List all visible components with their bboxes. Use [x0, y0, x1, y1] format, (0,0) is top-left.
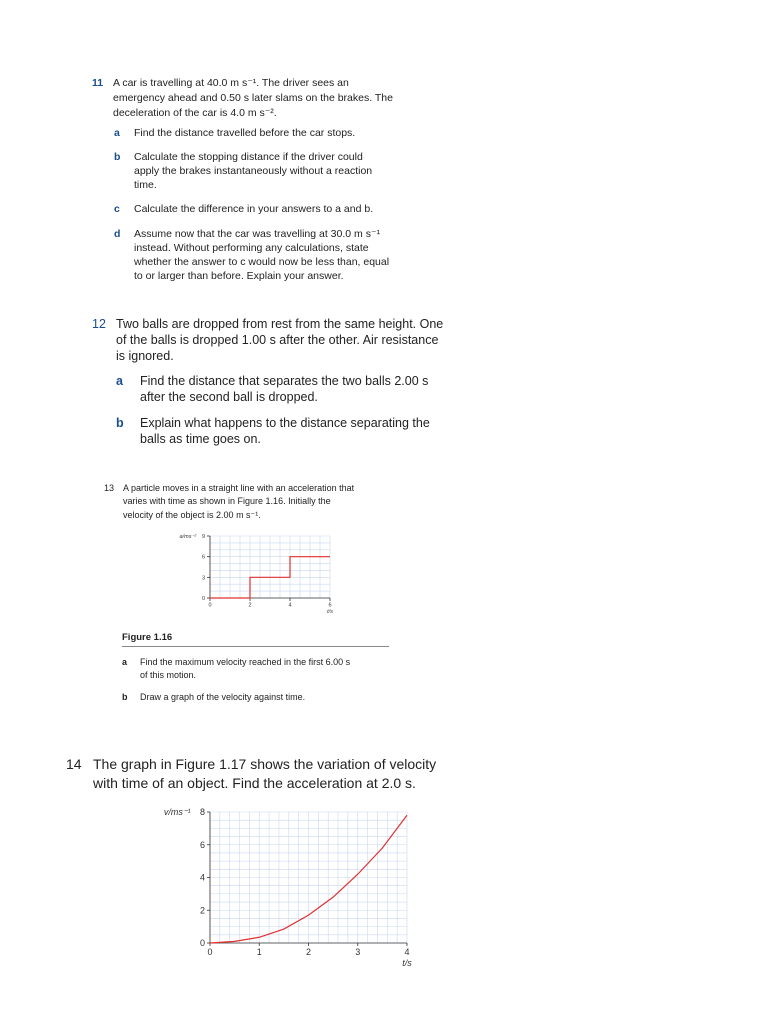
question-text-line: The graph in Figure 1.17 shows the variation of velocity	[93, 756, 437, 772]
x-tick-label: 0	[207, 947, 213, 957]
y-tick-label: 9	[201, 533, 205, 540]
question-text-line: of the balls is dropped 1.00 s after the other. Air resistance	[116, 333, 439, 347]
question-number: 12	[92, 317, 106, 331]
part-text: time.	[134, 179, 157, 191]
figure-caption: Figure 1.16	[122, 632, 173, 643]
question-text-line: A car is travelling at 40.0 m s⁻¹. The driver sees an	[113, 77, 349, 89]
x-tick-label: 2	[305, 947, 312, 957]
question-text-line: velocity of the object is 2.00 m s⁻¹.	[123, 510, 261, 520]
y-tick-label: 6	[201, 554, 205, 561]
x-tick-label: 3	[355, 947, 361, 957]
part-text: instead. Without performing any calculations, state	[134, 242, 369, 254]
part-label-b: b	[114, 151, 121, 163]
y-tick-label: 3	[201, 575, 205, 582]
part-text: to or larger than before. Explain your answer.	[134, 270, 344, 282]
y-tick-label: 8	[199, 807, 205, 818]
part-text: Explain what happens to the distance separating the	[140, 416, 430, 430]
x-tick-label: 6	[328, 602, 332, 609]
question-number: 13	[104, 483, 115, 493]
y-tick-label: 2	[199, 905, 205, 916]
part-label-a: a	[114, 127, 120, 139]
question-text-line: A particle moves in a straight line with an acceleration that	[123, 483, 355, 493]
part-text: Assume now that the car was travelling at 30.0 m s⁻¹	[134, 228, 380, 240]
x-tick-label: 0	[208, 602, 212, 609]
question-text-line: is ignored.	[116, 349, 174, 363]
part-text: balls as time goes on.	[140, 432, 261, 446]
part-label-b: b	[122, 692, 128, 702]
x-tick-label: 1	[256, 947, 262, 957]
x-axis-label: t/s	[327, 609, 333, 616]
x-axis-label: t/s	[402, 957, 412, 968]
velocity-time-chart	[150, 800, 430, 980]
part-text-segment: Draw a graph of the velocity against time.	[140, 692, 306, 702]
question-text-line: Two balls are dropped from rest from the same height. One	[116, 317, 444, 331]
part-label-c: c	[114, 203, 120, 215]
question-text-line: deceleration of the car is 4.0 m s⁻².	[113, 107, 277, 119]
caption-divider	[122, 646, 389, 647]
x-tick-label: 2	[248, 602, 252, 609]
part-label-a: a	[122, 657, 128, 667]
y-tick-label: 0	[201, 595, 205, 602]
part-label-d: d	[114, 228, 121, 240]
part-text: after the second ball is dropped.	[140, 390, 318, 404]
part-label-a: a	[116, 374, 123, 388]
part-text: apply the brakes instantaneously without a reaction	[134, 165, 373, 177]
question-text-line: emergency ahead and 0.50 s later slams on the brakes. The	[113, 92, 393, 104]
part-text: Calculate the stopping distance if the driver could	[134, 151, 363, 163]
part-text: whether the answer to c would now be less than, equal	[134, 256, 390, 268]
part-text	[140, 691, 305, 705]
part-text: Find the maximum velocity reached in the first 6.00 s	[140, 657, 351, 667]
y-axis-label: a/ms⁻²	[179, 533, 197, 540]
question-text-line: varies with time as shown in Figure 1.16. Initially the	[123, 496, 331, 506]
question-number: 11	[92, 77, 104, 89]
part-text: Find the distance that separates the two balls 2.00 s	[140, 374, 429, 388]
question-text-line: with time of an object. Find the acceleration at 2.0 s.	[93, 775, 416, 791]
part-text: Find the distance travelled before the car stops.	[134, 127, 356, 139]
y-axis-label: v/ms⁻¹	[163, 807, 191, 818]
acceleration-time-chart	[160, 528, 360, 628]
y-tick-label: 4	[199, 872, 205, 883]
part-text: of this motion.	[140, 670, 197, 680]
part-label-b: b	[116, 416, 124, 430]
y-tick-label: 6	[199, 839, 205, 850]
part-text: Calculate the difference in your answers to a and b.	[134, 203, 374, 215]
x-tick-label: 4	[404, 947, 410, 957]
y-tick-label: 0	[199, 938, 205, 949]
question-number: 14	[66, 756, 82, 772]
x-tick-label: 4	[288, 602, 292, 609]
